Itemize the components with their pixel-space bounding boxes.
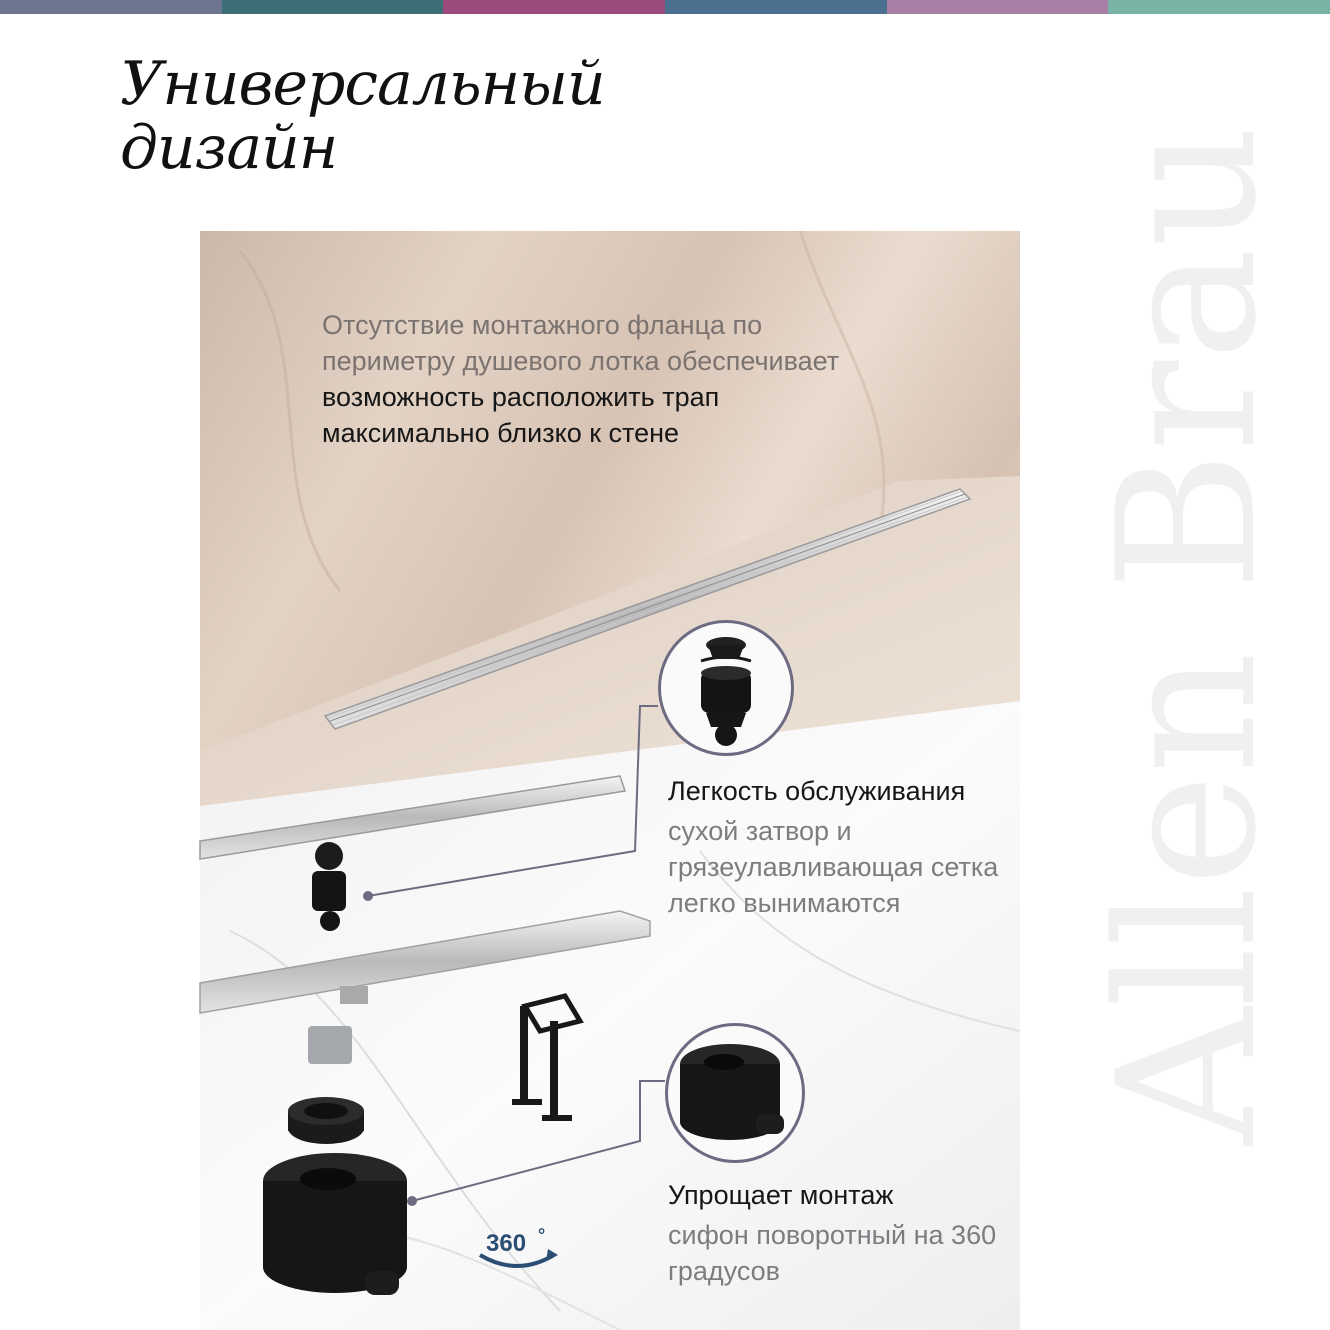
rotate-360-icon [472, 1225, 562, 1277]
strip-segment-1 [0, 0, 222, 14]
feature-service-title: Легкость обслуживания [668, 776, 966, 806]
rotation-number: 360 [486, 1230, 527, 1257]
product-image-panel [200, 231, 1020, 1330]
feature-service-description: сухой затвор и грязеулавливающая сетка легко вынимаются [668, 816, 999, 918]
siphon-icon [668, 1026, 802, 1160]
feature-service [668, 773, 1008, 921]
title-line-1: Универсальный [120, 49, 605, 119]
page-title [120, 49, 605, 183]
brand-watermark [1077, 124, 1298, 1145]
strip-segment-4 [665, 0, 887, 14]
strip-segment-2 [222, 0, 444, 14]
watermark-text: Allen Brau [1077, 124, 1298, 1145]
intro-text [322, 307, 882, 451]
color-strip [0, 0, 1330, 14]
dry-trap-icon [661, 623, 791, 753]
dry-trap-thumbnail [658, 620, 794, 756]
strip-segment-3 [443, 0, 665, 14]
intro-highlight: возможность расположить трап максимально близко к стене [322, 382, 720, 448]
feature-install-description: сифон поворотный на 360 градусов [668, 1220, 997, 1286]
siphon-thumbnail [665, 1023, 805, 1163]
intro-light: Отсутствие монтажного фланца по периметру душевого лотка обеспечивает [322, 310, 840, 376]
strip-segment-6 [1108, 0, 1330, 14]
title-line-2: дизайн [120, 113, 338, 183]
rotation-degree: ° [538, 1225, 546, 1245]
feature-install [668, 1177, 1008, 1289]
strip-segment-5 [887, 0, 1109, 14]
feature-install-title: Упрощает монтаж [668, 1180, 894, 1210]
